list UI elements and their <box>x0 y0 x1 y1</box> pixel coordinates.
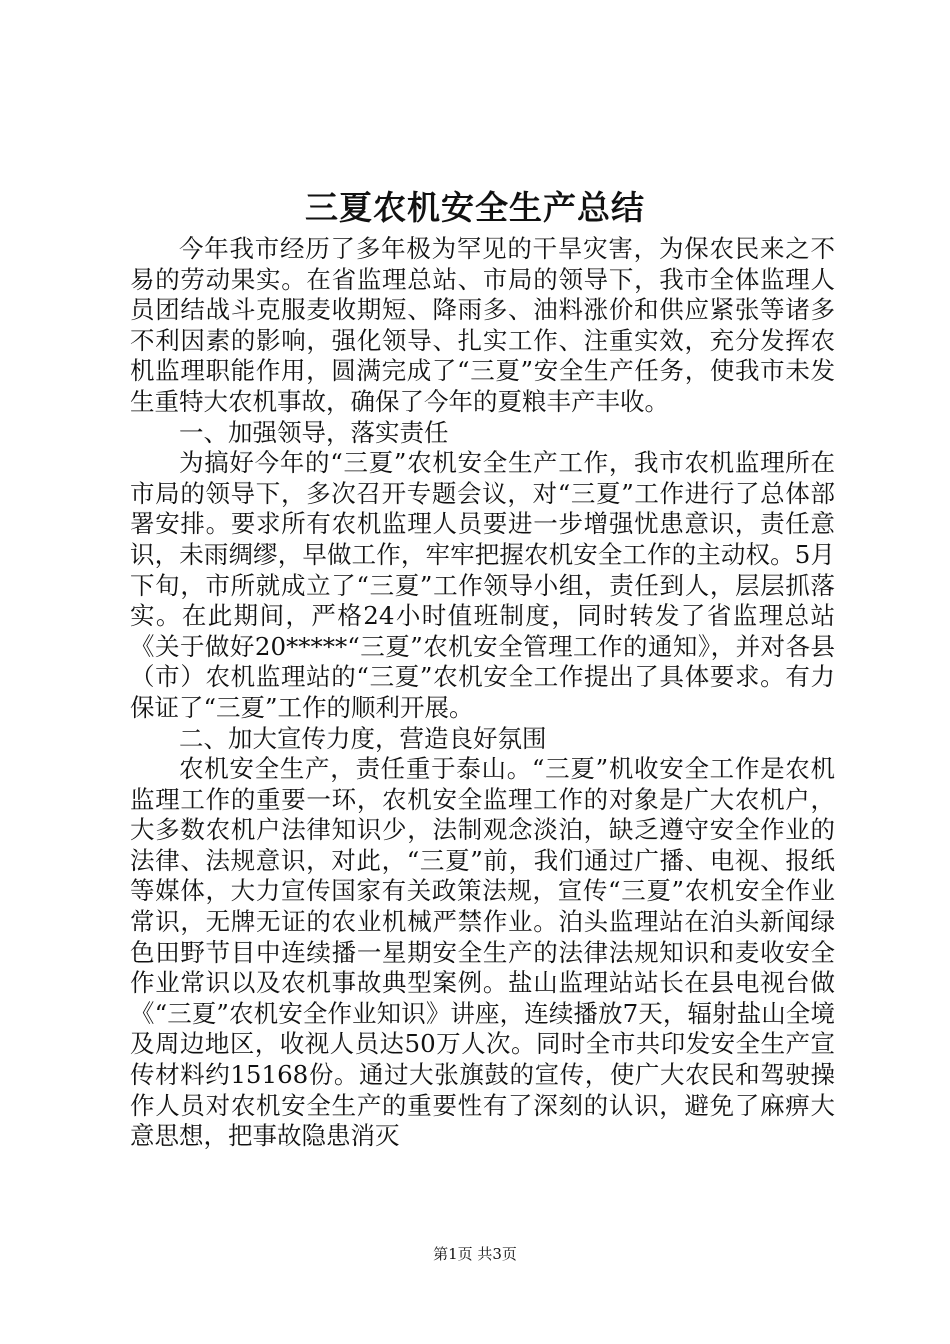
page-footer: 第1页 共3页 <box>433 1245 517 1263</box>
paragraph-intro: 今年我市经历了多年极为罕见的干旱灾害，为保农民来之不易的劳动果实。在省监理总站、市局的领导下，我市全体监理人员团结战斗克服麦收期短、降雨多、油料涨价和供应紧张等诸多不利因素的影响，强化领导、扎实工作、注重实效，充分发挥农机监理职能作用，圆满完成了“三夏”安全生产任务，使我市未发生重特大农机事故，确保了今年的夏粮丰产丰收。 <box>130 234 835 416</box>
paragraph-section-2: 农机安全生产，责任重于泰山。“三夏”机收安全工作是农机监理工作的重要一环，农机安全监理工作的对象是广大农机户，大多数农机户法律知识少，法制观念淡泊，缺乏遵守安全作业的法律、法规意识，对此，“三夏”前，我们通过广播、电视、报纸等媒体，大力宣传国家有关政策法规，宣传“三夏”农机安全作业常识，无牌无证的农业机械严禁作业。泊头监理站在泊头新闻绿色田野节目中连续播一星期安全生产的法律法规知识和麦收安全作业常识以及农机事故典型案例。盐山监理站站长在县电视台做《“三夏”农机安全作业知识》讲座，连续播放7天，辐射盐山全境及周边地区，收视人员达50万人次。同时全市共印发安全生产宣传材料约15168份。通过大张旗鼓的宣传，使广大农民和驾驶操作人员对农机安全生产的重要性有了深刻的认识，避免了麻痹大意思想，把事故隐患消灭 <box>130 754 835 1151</box>
paragraph-section-1: 为搞好今年的“三夏”农机安全生产工作，我市农机监理所在市局的领导下，多次召开专题会议，对“三夏”工作进行了总体部署安排。要求所有农机监理人员要进一步增强忧患意识，责任意识，未雨绸缪，早做工作，牢牢把握农机安全工作的主动权。5月下旬，市所就成立了“三夏”工作领导小组，责任到人，层层抓落实。在此期间，严格24小时值班制度，同时转发了省监理总站《关于做好20*****“三夏”农机安全管理工作的通知》，并对各县（市）农机监理站的“三夏”农机安全工作提出了具体要求。有力保证了“三夏”工作的顺利开展。 <box>130 448 835 722</box>
document-body <box>130 234 835 1152</box>
section-heading-1: 一、加强领导，落实责任 <box>179 417 449 447</box>
section-heading-2: 二、加大宣传力度，营造良好氛围 <box>179 723 547 753</box>
document-title: 三夏农机安全生产总结 <box>305 188 645 227</box>
